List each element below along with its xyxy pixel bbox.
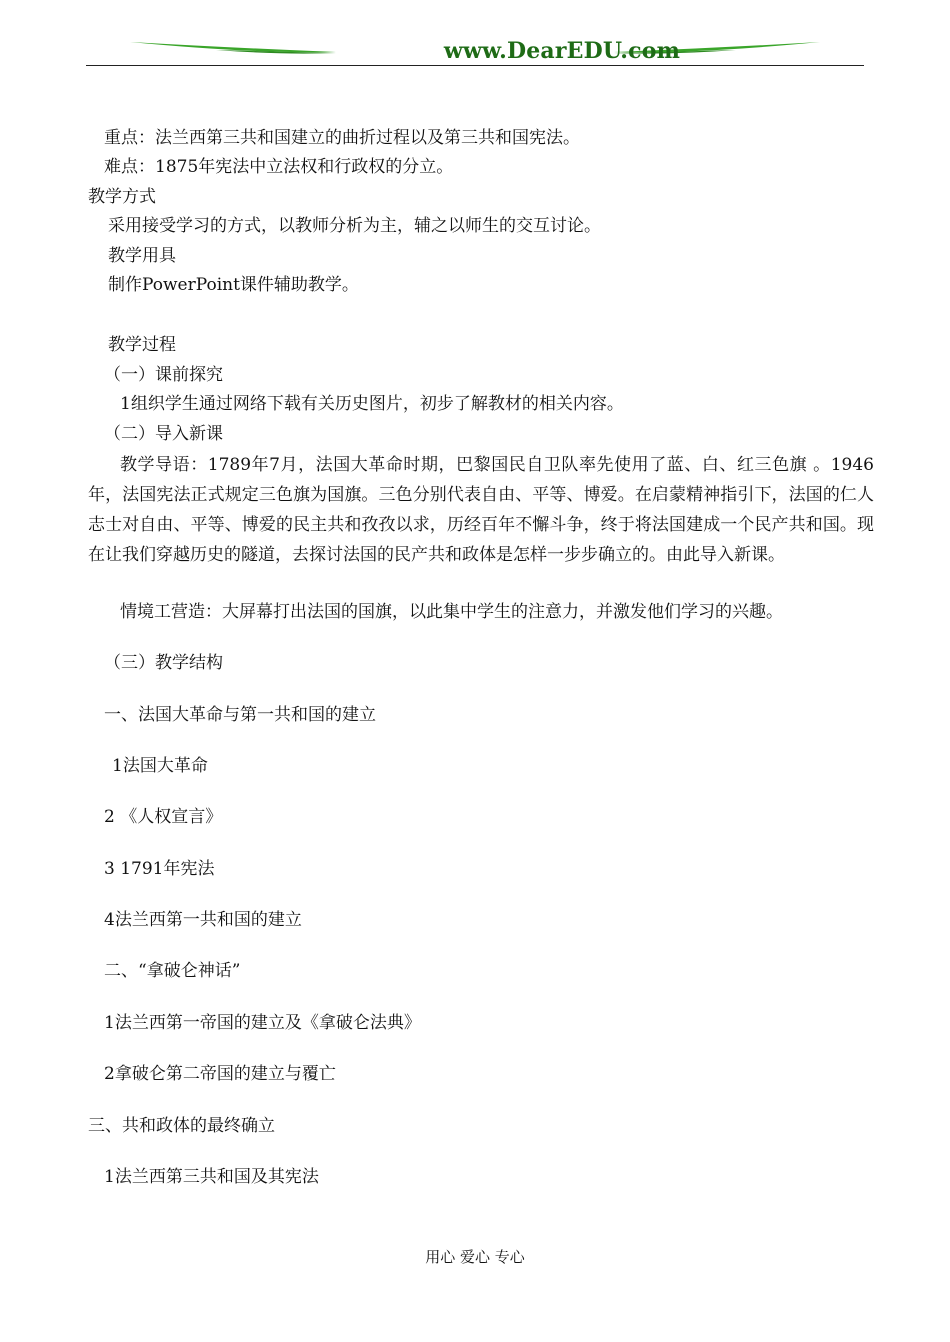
part1-item-4: 4法兰西第一共和国的建立: [104, 910, 302, 930]
part3-item-1: 1法兰西第三共和国及其宪法: [104, 1167, 319, 1187]
intro-paragraph: 教学导语：1789年7月，法国大革命时期，巴黎国民自卫队率先使用了蓝、白、红三色旗 。1946年，法国宪法正式规定三色旗为国旗。三色分别代表自由、平等、博爱。在启蒙精神指引下，法国的仁人志士对自由、平等、博爱的民主共和孜孜以求，历经百年不懈斗争，终于将法国建成一个民产共和国。现在让我们穿越历史的隧道，去探讨法国的民产共和政体是怎样一步步确立的。由此导入新课。: [88, 455, 874, 565]
section3-heading: （三）教学结构: [104, 653, 223, 673]
method-text: 采用接受学习的方式，以教师分析为主，辅之以师生的交互讨论。: [108, 216, 601, 236]
process-heading: 教学过程: [108, 335, 176, 355]
part2-item-1: 1法兰西第一帝国的建立及《拿破仑法典》: [104, 1013, 421, 1033]
part2-item-2: 2拿破仑第二帝国的建立与覆亡: [104, 1064, 336, 1084]
section2-heading: （二）导入新课: [104, 424, 223, 444]
scenario-line: 情境工营造：大屏幕打出法国的国旗，以此集中学生的注意力，并激发他们学习的兴趣。: [120, 602, 783, 622]
tools-heading: 教学用具: [108, 246, 176, 266]
section1-heading: （一）课前探究: [104, 365, 223, 385]
page-header: [86, 30, 864, 70]
logo-text: www.DearEDU.com: [443, 38, 681, 64]
part1-item-3: 3 1791年宪法: [104, 859, 215, 879]
part2-heading: 二、“拿破仑神话”: [104, 961, 241, 981]
method-heading: 教学方式: [88, 187, 156, 207]
part1-heading: 一、法国大革命与第一共和国的建立: [104, 705, 376, 725]
page-footer: 用心 爱心 专心: [425, 1248, 525, 1266]
focus-line: 重点：法兰西第三共和国建立的曲折过程以及第三共和国宪法。: [104, 128, 580, 148]
section1-item: 1组织学生通过网络下载有关历史图片，初步了解教材的相关内容。: [120, 394, 624, 414]
part3-heading: 三、共和政体的最终确立: [88, 1116, 275, 1136]
part1-item-2: 2 《人权宣言》: [104, 807, 223, 827]
tools-text: 制作PowerPoint课件辅助教学。: [108, 275, 359, 295]
difficulty-line: 难点：1875年宪法中立法权和行政权的分立。: [104, 157, 454, 177]
header-divider: [86, 65, 864, 66]
part1-item-1: 1法国大革命: [112, 756, 208, 776]
